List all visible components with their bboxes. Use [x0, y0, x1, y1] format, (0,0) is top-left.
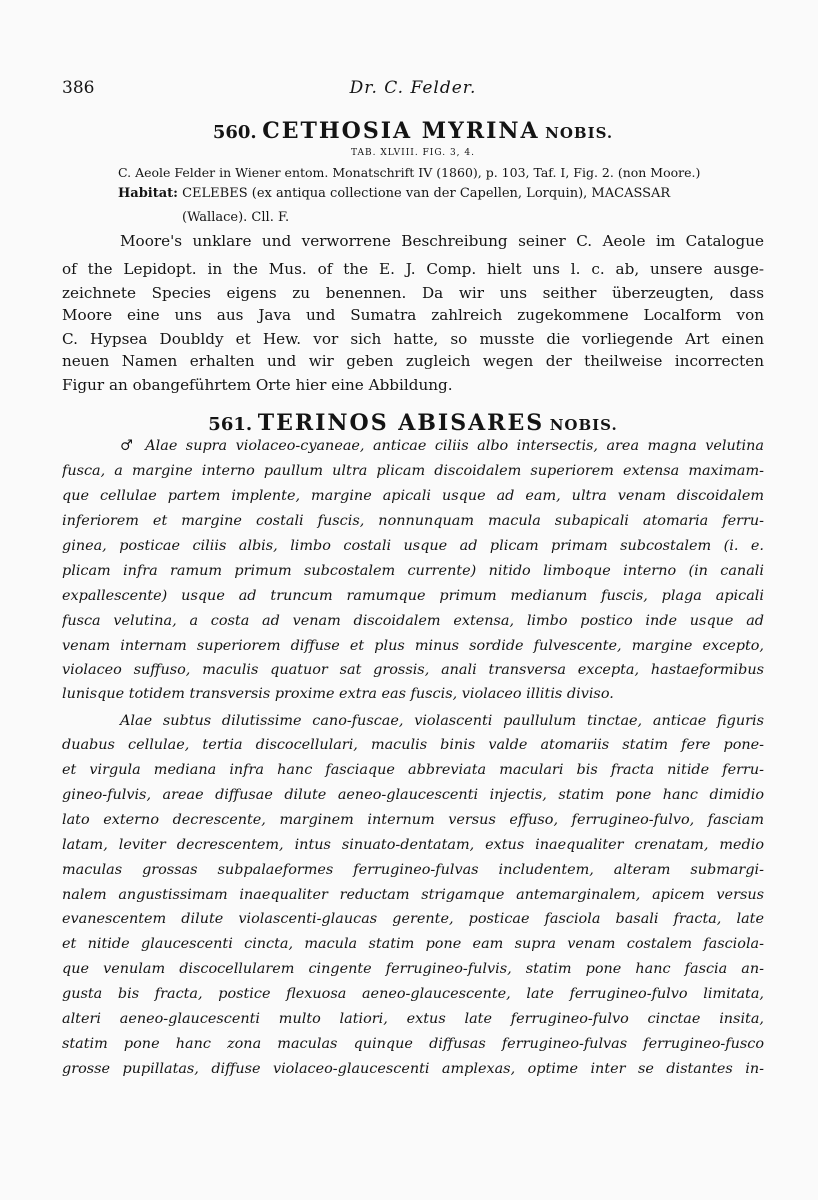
page-number: 386 — [62, 78, 95, 98]
section-561-nobis: NOBIS. — [549, 416, 618, 434]
habitat-line: CELEBES (ex antiqua collectione van der Capellen, Lorquin), MACASSAR — [182, 186, 671, 201]
para2-line: alteri aeneo-glaucescenti multo latiori, extus late ferrugineo-fulvo cinctae insita, — [62, 1011, 764, 1027]
section-560-text-line: C. Hypsea Doubldy et Hew. vor sich hatte, so musste die vorliegende Art einen — [62, 330, 764, 348]
section-561-heading — [62, 410, 764, 436]
section-560-text-line: neuen Namen erhalten und wir geben zugleich wegen der theilweise incorrecten — [62, 352, 764, 370]
section-560-text-line: Moore's unklare und verworrene Beschreibung seiner C. Aeole im Catalogue — [120, 232, 764, 250]
para1-line: ginea, posticae ciliis albis, limbo costali usque ad plicam primam subcostalem (i. e. — [62, 538, 764, 554]
para2-line: grosse pupillatas, diffuse violaceo-glaucescenti amplexas, optime inter se distantes in- — [62, 1061, 764, 1077]
para2-line: latam, leviter decrescentem, intus sinuato-dentatam, extus inaequaliter crenatam, medio — [62, 837, 764, 853]
para2-line: que venulam discocellularem cingente ferrugineo-fulvis, statim pone hanc fascia an- — [62, 961, 764, 977]
para1-line: que cellulae partem implente, margine apicali usque ad eam, ultra venam discoidalem — [62, 488, 764, 504]
section-560-citation: C. Aeole Felder in Wiener entom. Monatschrift IV (1860), p. 103, Taf. I, Fig. 2. (non Moore.) — [118, 165, 701, 180]
section-560-text-line: Moore eine uns aus Java und Sumatra zahlreich zugekommene Localform von — [62, 306, 764, 324]
para1-line: expallescente) usque ad truncum ramumque primum medianum fuscis, plaga apicali — [62, 588, 764, 604]
para2-line: statim pone hanc zona maculas quinque diffusas ferrugineo-fulvas ferrugineo-fusco — [62, 1036, 764, 1052]
para2-line: et nitide glaucescenti cincta, macula statim pone eam supra venam costalem fasciola- — [62, 936, 764, 952]
section-560-text-line: zeichnete Species eigens zu benennen. Da wir uns seither überzeugten, dass — [62, 284, 764, 302]
section-560-heading — [62, 118, 764, 144]
section-560-plate-reference: TAB. XLVIII. FIG. 3, 4. — [351, 148, 475, 158]
para1-line: venam internam superiorem diffuse et plus minus sordide fulvescente, margine excepto, — [62, 638, 764, 654]
para1-line: lunisque totidem transversis proxime extra eas fuscis, violaceo illitis diviso. — [62, 686, 614, 702]
para2-line: Alae subtus dilutissime cano-fuscae, violascenti paullulum tinctae, anticae figuris — [120, 713, 764, 729]
section-560-species-name: CETHOSIA MYRINA — [262, 118, 540, 144]
section-560-text-line: Figur an obangeführtem Orte hier eine Abbildung. — [62, 376, 453, 394]
para1-line: plicam infra ramum primum subcostalem currente) nitido limboque interno (in canali — [62, 563, 764, 579]
section-561-species-name: TERINOS ABISARES — [257, 410, 545, 436]
para1-line: violaceo suffuso, maculis quatuor sat grossis, anali transversa excepta, hastaeformibus — [62, 662, 764, 678]
para2-line: nalem angustissimam inaequaliter reductam strigamque antemarginalem, apicem versus — [62, 887, 764, 903]
running-head — [62, 78, 764, 100]
para1-line: fusca velutina, a costa ad venam discoidalem extensa, limbo postico inde usque ad — [62, 613, 764, 629]
para1-line: fusca, a margine interno paullum ultra plicam discoidalem superiorem extensa maximam- — [62, 463, 764, 479]
para2-line: et virgula mediana infra hanc fasciaque abbreviata maculari bis fracta nitide ferru- — [62, 762, 764, 778]
section-560-habitat — [62, 186, 764, 201]
para2-line: duabus cellulae, tertia discocellulari, maculis binis valde atomariis statim fere pone- — [62, 737, 764, 753]
habitat-line: (Wallace). Cll. F. — [182, 210, 290, 225]
para1-line: inferiorem et margine costali fuscis, nonnunquam macula subapicali atomaria ferru- — [62, 513, 764, 529]
para2-line: lato externo decrescente, marginem internum versus effuso, ferrugineo-fulvo, fasciam — [62, 812, 764, 828]
section-561-number: 561. — [208, 414, 253, 435]
section-560-nobis: NOBIS. — [545, 124, 614, 142]
habitat-label: Habitat: — [118, 186, 178, 201]
para2-line: gineo-fulvis, areae diffusae dilute aeneo-glaucescenti injectis, statim pone hanc dimidio — [62, 787, 764, 803]
para1-line: ♂ Alae supra violaceo-cyaneae, anticae ciliis albo intersectis, area magna velutina — [120, 438, 764, 454]
section-560-number: 560. — [212, 122, 257, 143]
para2-line: gusta bis fracta, postice flexuosa aeneo-glaucescente, late ferrugineo-fulvo limitata, — [62, 986, 764, 1002]
para2-line: evanescentem dilute violascenti-glaucas gerente, posticae fasciola basali fracta, late — [62, 911, 764, 927]
running-title: Dr. C. Felder. — [349, 78, 477, 98]
section-560-text-line: of the Lepidopt. in the Mus. of the E. J. Comp. hielt uns l. c. ab, unsere ausge- — [62, 260, 764, 278]
para2-line: maculas grossas subpalaeformes ferrugineo-fulvas includentem, alteram submargi- — [62, 862, 764, 878]
